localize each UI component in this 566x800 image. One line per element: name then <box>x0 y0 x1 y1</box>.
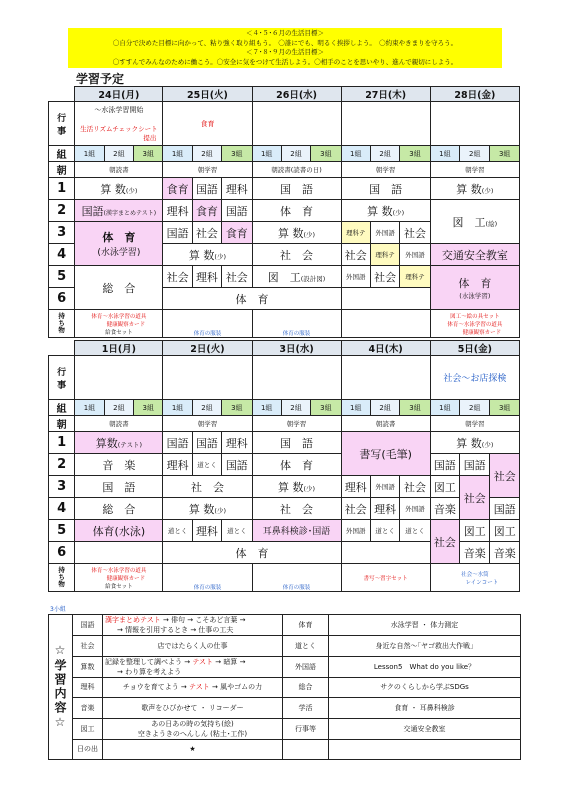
subject-content: 水泳学習 ・ 体力測定 <box>329 615 521 636</box>
lesson-cell: 道とく <box>370 520 399 542</box>
lesson-cell: 国 語 <box>341 178 430 200</box>
lesson-cell: 理科 <box>192 520 221 542</box>
class-label: 1組 <box>341 400 370 416</box>
lesson-cell: 道とく <box>400 520 430 542</box>
subject-name: 図工 <box>73 718 103 739</box>
event-cell <box>341 102 430 146</box>
lesson-cell: 算 数(少) <box>252 222 341 244</box>
lesson-cell: 理科 <box>163 200 192 222</box>
lesson-cell: 理科テ <box>341 222 370 244</box>
lesson-cell: 国語 <box>163 432 192 454</box>
morning-activity: 朝学習 <box>163 416 252 432</box>
lesson-cell: 総 合 <box>75 498 163 520</box>
lesson-cell: 食育 <box>163 178 192 200</box>
study-table-label: 3小組 <box>50 606 66 613</box>
subject-name: 学活 <box>283 698 329 719</box>
lesson-cell: 音楽 <box>490 542 520 564</box>
lesson-cell: 体 育 (水泳学習) <box>430 266 519 310</box>
class-label: 1組 <box>163 400 192 416</box>
lesson-cell: 国語 <box>430 454 459 476</box>
subject-name: 算数 <box>73 656 103 677</box>
class-label: 3組 <box>222 146 252 162</box>
lesson-cell: 音 楽 <box>75 454 163 476</box>
lesson-cell: 外国語 <box>341 266 370 288</box>
lesson-cell: 社会 <box>370 266 399 288</box>
banner-line: 〇すすんでみんなのために働こう。〇安全に気をつけて生活しよう。〇相手のことを思いやり、進んで親切にしよう。 <box>112 57 458 66</box>
class-label: 2組 <box>104 400 133 416</box>
lesson-cell: 図 工(絵) <box>430 200 519 244</box>
class-label: 1組 <box>252 146 281 162</box>
subject-name: 体育 <box>283 615 329 636</box>
lesson-cell: 図工 <box>490 520 520 542</box>
study-content-table <box>48 614 521 760</box>
subject-name: 外国語 <box>283 656 329 677</box>
lesson-cell <box>341 542 430 564</box>
lesson-cell: 算数(テスト) <box>75 432 163 454</box>
period-number: 5 <box>49 266 75 288</box>
lesson-cell: 理科 <box>163 454 192 476</box>
row-label-asa: 朝 <box>49 162 75 178</box>
day-header: 1日(月) <box>75 341 163 356</box>
period-number: 4 <box>49 498 75 520</box>
belongings-cell: 書写〜習字セット <box>341 564 430 592</box>
class-label: 3組 <box>490 400 520 416</box>
row-label-asa: 朝 <box>49 416 75 432</box>
class-label: 3組 <box>400 146 430 162</box>
lesson-cell: 理科 <box>341 476 370 498</box>
subject-content: ★ <box>103 739 283 760</box>
class-label: 1組 <box>75 400 104 416</box>
period-number: 2 <box>49 200 75 222</box>
subject-content: あの日あの時の気持ち(絵) 空きようきのへんしん (粘土･工作) <box>103 718 283 739</box>
lesson-cell: 道とく <box>163 520 192 542</box>
morning-activity: 朝学習 <box>252 416 341 432</box>
lesson-cell: 社会 <box>222 266 252 288</box>
event-cell <box>75 356 163 400</box>
lesson-cell: 社 会 <box>252 244 341 266</box>
lesson-cell: 道とく <box>222 520 252 542</box>
period-number: 6 <box>49 288 75 310</box>
lesson-cell: 国語 <box>192 178 221 200</box>
class-label: 2組 <box>370 146 399 162</box>
lesson-cell: 社会 <box>400 222 430 244</box>
lesson-cell: 算 数(少) <box>252 476 341 498</box>
class-label: 3組 <box>222 400 252 416</box>
banner-line: ＜４･５･６月の生活目標＞ <box>246 29 324 37</box>
lesson-cell: 社会 <box>192 222 221 244</box>
belongings-cell: 体育〜水泳学習の道具 健康観察カード 給食セット <box>75 564 163 592</box>
subject-name: 行事等 <box>283 718 329 739</box>
lesson-cell: 国語 <box>460 454 490 476</box>
lesson-cell: 理科 <box>222 178 252 200</box>
belongings-cell: 体育の服装 <box>252 310 341 338</box>
row-label-gyoji: 行 事 <box>49 356 75 400</box>
morning-activity: 朝学習 <box>430 162 519 178</box>
row-label-gyoji: 行 事 <box>49 102 75 146</box>
event-cell <box>163 356 252 400</box>
subject-name <box>283 739 329 760</box>
class-label: 2組 <box>460 400 490 416</box>
class-label: 3組 <box>490 146 520 162</box>
subject-content: 歌声をひびかせて ・ リコーダー <box>103 698 283 719</box>
lesson-cell: 算 数(少) <box>75 178 163 200</box>
subject-content: 食育 ・ 耳鼻科検診 <box>329 698 521 719</box>
lesson-cell: 社会 <box>341 498 370 520</box>
lesson-cell: 体 育 <box>163 542 341 564</box>
event-cell: 〜水泳学習開始 生活リズムチェックシート 提出 <box>75 102 163 146</box>
lesson-cell: 国語 <box>192 432 221 454</box>
period-number: 1 <box>49 432 75 454</box>
morning-activity: 朝読書(読書の日) <box>252 162 341 178</box>
subject-content: 漢字まとめテスト → 俳句 → こそあど言葉 → → 情報を引用するとき → 仕事の工夫 <box>103 615 283 636</box>
class-label: 2組 <box>370 400 399 416</box>
lesson-cell: 耳鼻科検診･国語 <box>252 520 341 542</box>
belongings-cell: 図工〜絵の具セット 体育〜水泳学習の道具 健康観察カード <box>430 310 519 338</box>
morning-activity: 朝読書 <box>75 416 163 432</box>
lesson-cell: 外国語 <box>400 498 430 520</box>
class-label: 1組 <box>341 146 370 162</box>
morning-activity: 朝学習 <box>341 162 430 178</box>
lesson-cell: 国 語 <box>75 476 163 498</box>
belongings-cell: 社会〜水筒 レインコート <box>430 564 519 592</box>
lesson-cell: 算 数(少) <box>341 200 430 222</box>
subject-content: チョウを育てよう → テスト → 風やゴムの力 <box>103 677 283 698</box>
day-header: 2日(火) <box>163 341 252 356</box>
row-label-mochi: 持 ち 物 <box>49 310 75 338</box>
belongings-cell <box>341 310 430 338</box>
lesson-cell: 算 数(少) <box>430 178 519 200</box>
subject-name: 理科 <box>73 677 103 698</box>
lesson-cell <box>75 542 163 564</box>
week1-schedule <box>48 86 520 338</box>
lesson-cell: 交通安全教室 <box>430 244 519 266</box>
lesson-cell: 体 育 <box>252 200 341 222</box>
day-header: 27日(木) <box>341 87 430 102</box>
lesson-cell: 理科テ <box>370 244 399 266</box>
lesson-cell: 書写(毛筆) <box>341 432 430 476</box>
class-label: 3組 <box>311 146 341 162</box>
lesson-cell: 理科テ <box>400 266 430 288</box>
lesson-cell: 総 合 <box>75 266 163 310</box>
lesson-cell: 国語 <box>222 454 252 476</box>
event-cell <box>252 356 341 400</box>
period-number: 2 <box>49 454 75 476</box>
day-header: 28日(金) <box>430 87 519 102</box>
class-label: 2組 <box>281 146 310 162</box>
belongings-cell: 体育の服装 <box>163 310 252 338</box>
class-label: 1組 <box>163 146 192 162</box>
lesson-cell: 体育(水泳) <box>75 520 163 542</box>
period-number: 3 <box>49 476 75 498</box>
period-number: 4 <box>49 244 75 266</box>
lesson-cell: 体 育 <box>163 288 341 310</box>
row-label-kumi: 組 <box>49 400 75 416</box>
lesson-cell: 社会 <box>341 244 370 266</box>
lesson-cell: 国語(漢字まとめテスト) <box>75 200 163 222</box>
lesson-cell: 図工 <box>460 520 490 542</box>
lesson-cell: 社会 <box>430 520 459 564</box>
lesson-cell: 国語 <box>163 222 192 244</box>
lesson-cell: 社会 <box>460 476 490 520</box>
subject-name: 音楽 <box>73 698 103 719</box>
event-cell <box>252 102 341 146</box>
period-number: 5 <box>49 520 75 542</box>
class-label: 1組 <box>75 146 104 162</box>
event-cell <box>341 356 430 400</box>
class-label: 1組 <box>430 146 459 162</box>
lesson-cell: 音楽 <box>430 498 459 520</box>
belongings-cell: 体育の服装 <box>163 564 252 592</box>
morning-activity: 朝学習 <box>430 416 519 432</box>
banner-line: ＜７･８･９月の生活目標＞ <box>246 48 324 56</box>
class-label: 1組 <box>252 400 281 416</box>
banner-line: 〇自分で決めた目標に向かって、粘り強く取り組もう。 〇誰にでも、明るく挨拶しよう。 〇約束やきまりを守ろう。 <box>112 38 458 47</box>
subject-content: 身近な自然〜｢ヤゴ救出大作戦｣ <box>329 636 521 657</box>
row-label-kumi: 組 <box>49 146 75 162</box>
period-number: 3 <box>49 222 75 244</box>
week2-schedule <box>48 340 520 592</box>
day-header: 24日(月) <box>75 87 163 102</box>
page-title: 学習予定 <box>76 72 125 86</box>
lesson-cell: 体 育 <box>252 454 341 476</box>
belongings-cell: 体育〜水泳学習の道具 健康観察カード 給食セット <box>75 310 163 338</box>
lesson-cell: 国語 <box>222 200 252 222</box>
lesson-cell: 理科 <box>222 432 252 454</box>
class-label: 2組 <box>192 146 221 162</box>
morning-activity: 朝読書 <box>75 162 163 178</box>
class-label: 2組 <box>192 400 221 416</box>
class-label: 1組 <box>430 400 459 416</box>
lesson-cell: 外国語 <box>370 476 399 498</box>
morning-activity: 朝学習 <box>163 162 252 178</box>
lesson-cell: 道とく <box>192 454 221 476</box>
day-header: 3日(水) <box>252 341 341 356</box>
lesson-cell: 食育 <box>222 222 252 244</box>
lesson-cell: 外国語 <box>370 222 399 244</box>
subject-name: 日の出 <box>73 739 103 760</box>
lesson-cell: 国語 <box>490 498 520 520</box>
lesson-cell: 社会 <box>400 476 430 498</box>
subject-content: 店ではたらく人の仕事 <box>103 636 283 657</box>
lesson-cell: 社会 <box>163 266 192 288</box>
lesson-cell <box>341 288 430 310</box>
period-number: 1 <box>49 178 75 200</box>
class-label: 3組 <box>134 146 163 162</box>
class-label: 3組 <box>400 400 430 416</box>
event-cell <box>430 102 519 146</box>
subject-content <box>329 739 521 760</box>
row-label-mochi: 持 ち 物 <box>49 564 75 592</box>
subject-content: サクのくらしから学ぶSDGs <box>329 677 521 698</box>
lesson-cell: 社会 <box>490 454 520 498</box>
class-label: 2組 <box>281 400 310 416</box>
lesson-cell: 国 語 <box>252 178 341 200</box>
lesson-cell: 外国語 <box>341 520 370 542</box>
lesson-cell: 音楽 <box>460 542 490 564</box>
subject-content: 交通安全教室 <box>329 718 521 739</box>
lesson-cell: 算 数(少) <box>430 432 519 454</box>
belongings-cell: 体育の服装 <box>252 564 341 592</box>
day-header: 5日(金) <box>430 341 519 356</box>
event-cell: 社会〜お店探検 <box>430 356 519 400</box>
lesson-cell: 図工 <box>430 476 459 498</box>
lesson-cell: 社 会 <box>163 476 252 498</box>
lesson-cell: 図 工(設計図) <box>252 266 341 288</box>
lesson-cell: 理科 <box>192 266 221 288</box>
morning-activity: 朝読書 <box>341 416 430 432</box>
lesson-cell: 社 会 <box>252 498 341 520</box>
lesson-cell: 算 数(少) <box>163 498 252 520</box>
lesson-cell: 算 数(少) <box>163 244 252 266</box>
subject-name: 社会 <box>73 636 103 657</box>
lesson-cell: 外国語 <box>400 244 430 266</box>
period-number: 6 <box>49 542 75 564</box>
day-header: 4日(木) <box>341 341 430 356</box>
class-label: 2組 <box>104 146 133 162</box>
lesson-cell: 食育 <box>192 200 221 222</box>
subject-content: 記録を整理して調べよう → テスト → 暗算 → → わり算を考えよう <box>103 656 283 677</box>
lesson-cell: 理科 <box>370 498 399 520</box>
class-label: 2組 <box>460 146 490 162</box>
subject-name: 国語 <box>73 615 103 636</box>
event-cell: 食育 <box>163 102 252 146</box>
day-header: 25日(火) <box>163 87 252 102</box>
study-side-label: ☆学習内容☆ <box>49 615 73 760</box>
subject-name: 道とく <box>283 636 329 657</box>
day-header: 26日(水) <box>252 87 341 102</box>
life-goals-banner <box>68 28 502 68</box>
lesson-cell: 国 語 <box>252 432 341 454</box>
lesson-cell: 体 育 (水泳学習) <box>75 222 163 266</box>
subject-name: 総合 <box>283 677 329 698</box>
subject-content: Lesson5 What do you like？ <box>329 656 521 677</box>
class-label: 3組 <box>311 400 341 416</box>
class-label: 3組 <box>134 400 163 416</box>
